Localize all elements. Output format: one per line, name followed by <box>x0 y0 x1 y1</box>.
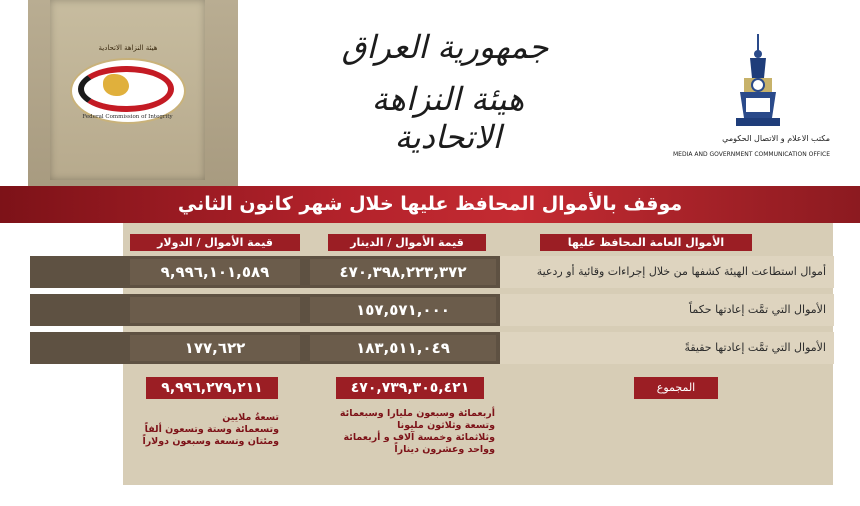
words-line: ومئتان وتسعة وسبعون دولاراً <box>142 436 279 447</box>
row2-dinar: ١٥٧,٥٧١,٠٠٠ <box>310 297 496 323</box>
row2-label: الأموال التي تمَّت إعادتها حكماً <box>500 294 834 326</box>
commission-calligraphy: هيئة النزاهة الاتحادية <box>371 80 525 156</box>
header-dinar: قيمة الأموال / الدينار <box>328 234 486 251</box>
republic-calligraphy: جمهورية العراق <box>341 28 549 66</box>
total-dollar: ٩,٩٩٦,٢٧٩,٢١١ <box>146 377 278 399</box>
page-title: موقف بالأموال المحافظ عليها خلال شهر كانون الثاني <box>177 193 683 215</box>
words-line: وواحد وعشرون ديناراً <box>394 444 495 455</box>
words-line: وتسعمائة وستة وتسعون ألفاً <box>144 424 279 435</box>
words-line: تسعةُ ملايين <box>222 412 279 423</box>
row1-dinar: ٤٧٠,٣٩٨,٢٢٣,٣٧٢ <box>310 259 496 285</box>
dollar-total-words <box>134 412 279 448</box>
row3-dinar: ١٨٣,٥١١,٠٤٩ <box>310 335 496 361</box>
media-office-logo-icon <box>730 34 786 134</box>
row2-dollar <box>130 297 300 323</box>
words-line: وثلاثمائة وخمسة آلاف و أربعمائة <box>343 432 495 443</box>
row1-label: أموال استطاعت الهيئة كشفها من خلال إجراءات وقائية أو ردعية <box>500 256 834 288</box>
words-line: وتسعة وثلاثون مليونا <box>397 420 495 431</box>
emblem-english-text: Federal Commission of Integrity <box>82 114 173 120</box>
header-dollar: قيمة الأموال / الدولار <box>130 234 300 251</box>
header-category: الأموال العامة المحافظ عليها <box>540 234 752 251</box>
media-office-english: MEDIA AND GOVERNMENT COMMUNICATION OFFICE <box>672 151 830 158</box>
row1-dollar: ٩,٩٩٦,١٠١,٥٨٩ <box>130 259 300 285</box>
row3-label: الأموال التي تمَّت إعادتها حقيقةً <box>500 332 834 364</box>
dinar-total-words <box>330 408 495 456</box>
emblem-title: هيئة النزاهة الاتحادية <box>98 44 158 52</box>
iraq-map-icon <box>103 74 129 96</box>
total-dinar: ٤٧٠,٧٣٩,٣٠٥,٤٢١ <box>336 377 484 399</box>
words-line: أربعمائة وسبعون مليارا وسبعمائة <box>339 408 495 419</box>
media-office-arabic: مكتب الاعلام و الاتصال الحكومي <box>722 134 830 143</box>
total-label: المجموع <box>634 377 718 399</box>
row3-dollar: ١٧٧,٦٢٢ <box>130 335 300 361</box>
